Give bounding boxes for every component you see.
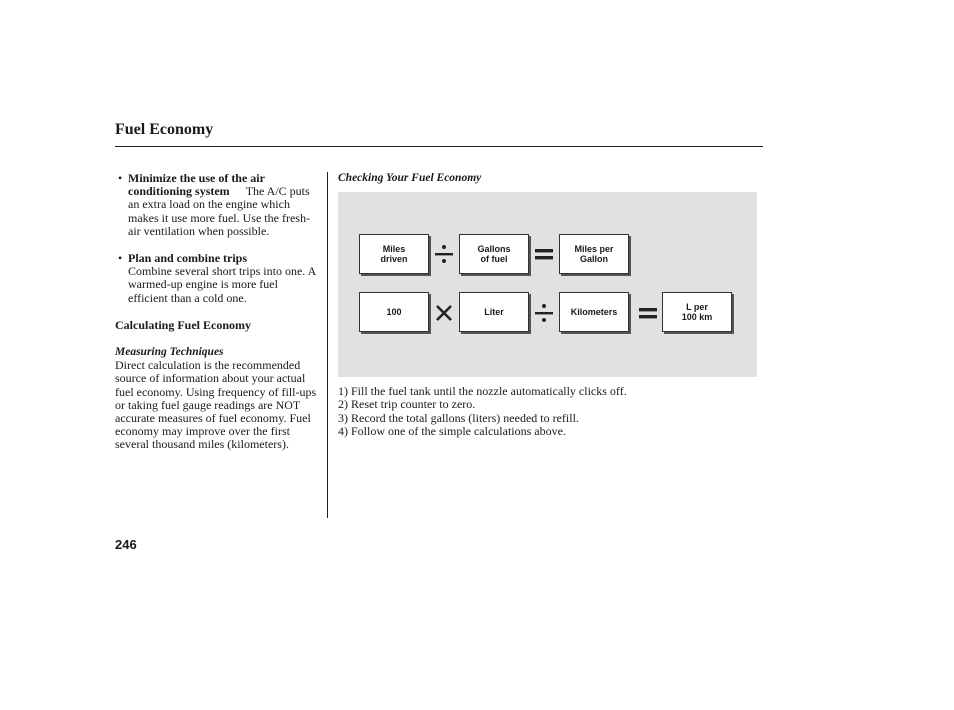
divide-icon [533,301,555,325]
page-title: Fuel Economy [115,121,214,138]
bullet-ac [115,172,320,238]
bullet-text: Combine several short trips into one. A warmed-up engine is more fuel efficient than a cold one. [128,264,316,305]
divide-icon [433,242,455,266]
right-column [338,172,763,185]
bullet-dot: • [118,171,123,185]
left-column [115,172,320,452]
equals-icon [637,301,659,325]
column-divider [327,172,328,518]
multiply-icon [433,301,455,325]
subheading-checking: Checking Your Fuel Economy [338,172,482,184]
subheading-measuring: Measuring Techniques [115,346,224,359]
measuring-paragraph: Direct calculation is the recommended source of information about your actual fuel economy. Using frequency of fill-ups or taking fuel gauge readings are NOT accurate measures of fuel economy. Fuel economy may improve over the first several thousand miles (kilometers). [115,358,317,452]
box-100: 100 [359,292,429,332]
bullet-dot: • [118,251,123,266]
step-item: 4) Follow one of the simple calculations above. [338,423,566,438]
box-liter: Liter [459,292,529,332]
step-item: 3) Record the total gallons (liters) needed to refill. [338,410,579,425]
equals-icon [533,242,555,266]
steps-list [338,385,763,438]
bullet-heading: Plan and combine trips [128,251,248,266]
box-miles-driven: Miles driven [359,234,429,274]
box-kilometers: Kilometers [559,292,629,332]
step-item: 1) Fill the fuel tank until the nozzle automatically clicks off. [338,384,627,398]
section-heading: Calculating Fuel Economy [115,317,252,332]
step-item: 2) Reset trip counter to zero. [338,397,476,412]
bullet-trips [115,252,320,305]
title-rule [115,146,763,147]
page-number: 246 [115,537,137,552]
bullet-text: The A/C puts an extra load on the engine which makes it use more fuel. Use the fresh-air ventilation when possible. [128,184,310,238]
box-l-per-100km: L per 100 km [662,292,732,332]
box-miles-per-gallon: Miles per Gallon [559,234,629,274]
box-gallons-of-fuel: Gallons of fuel [459,234,529,274]
bullet-heading: Minimize the use of the air conditioning system [128,171,265,199]
fuel-calculation-diagram [338,192,757,377]
